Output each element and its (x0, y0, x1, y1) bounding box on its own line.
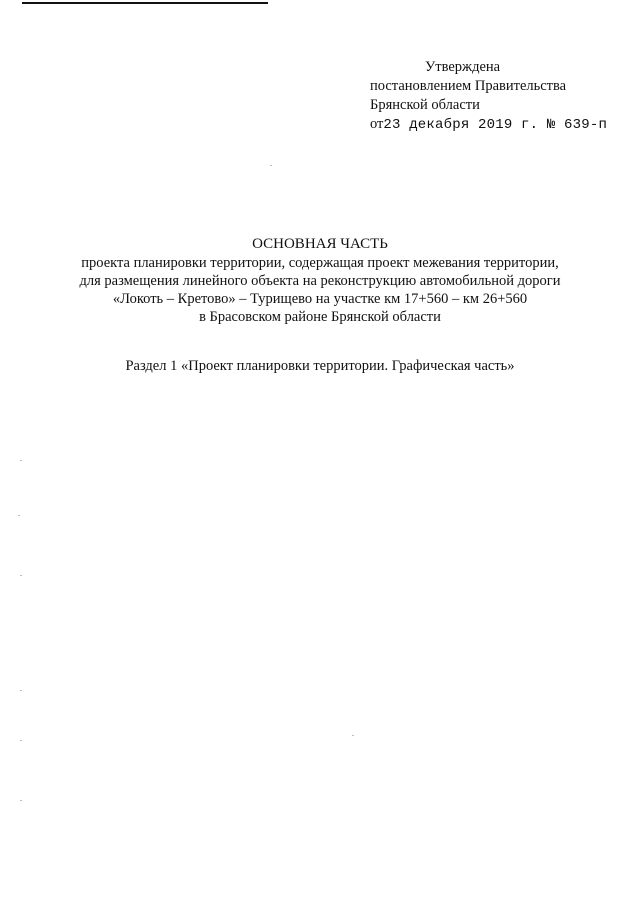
approval-line-1: Утверждена (425, 59, 501, 75)
scan-speck (270, 165, 272, 166)
approval-date-prefix: от (370, 116, 384, 132)
scan-speck (20, 690, 22, 691)
approval-line-2: постановлением Правительства (370, 78, 567, 94)
section-title: Раздел 1 «Проект планировки территории. Графическая часть» (125, 358, 515, 374)
document-subtitle-line: в Брасовском районе Брянской области (199, 309, 441, 325)
approval-date-value: 23 декабря 2019 г. № 639-п (383, 117, 608, 133)
scan-speck (18, 515, 20, 516)
approval-date-line (370, 115, 607, 135)
scan-speck (20, 460, 22, 461)
scan-speck (20, 575, 22, 576)
document-title-block (0, 234, 640, 326)
document-heading: ОСНОВНАЯ ЧАСТЬ (252, 236, 388, 252)
scan-speck (20, 740, 22, 741)
scan-speck (352, 735, 354, 736)
approval-stamp (370, 58, 607, 135)
scan-speck (20, 800, 22, 801)
top-rule (22, 2, 268, 4)
document-subtitle-line: проекта планировки территории, содержащая проект межевания территории, (81, 255, 559, 271)
approval-line-3: Брянской области (370, 97, 480, 113)
document-subtitle-line: для размещения линейного объекта на реконструкцию автомобильной дороги (79, 273, 561, 289)
document-subtitle-line: «Локоть – Кретово» – Турищево на участке км 17+560 – км 26+560 (112, 291, 528, 307)
